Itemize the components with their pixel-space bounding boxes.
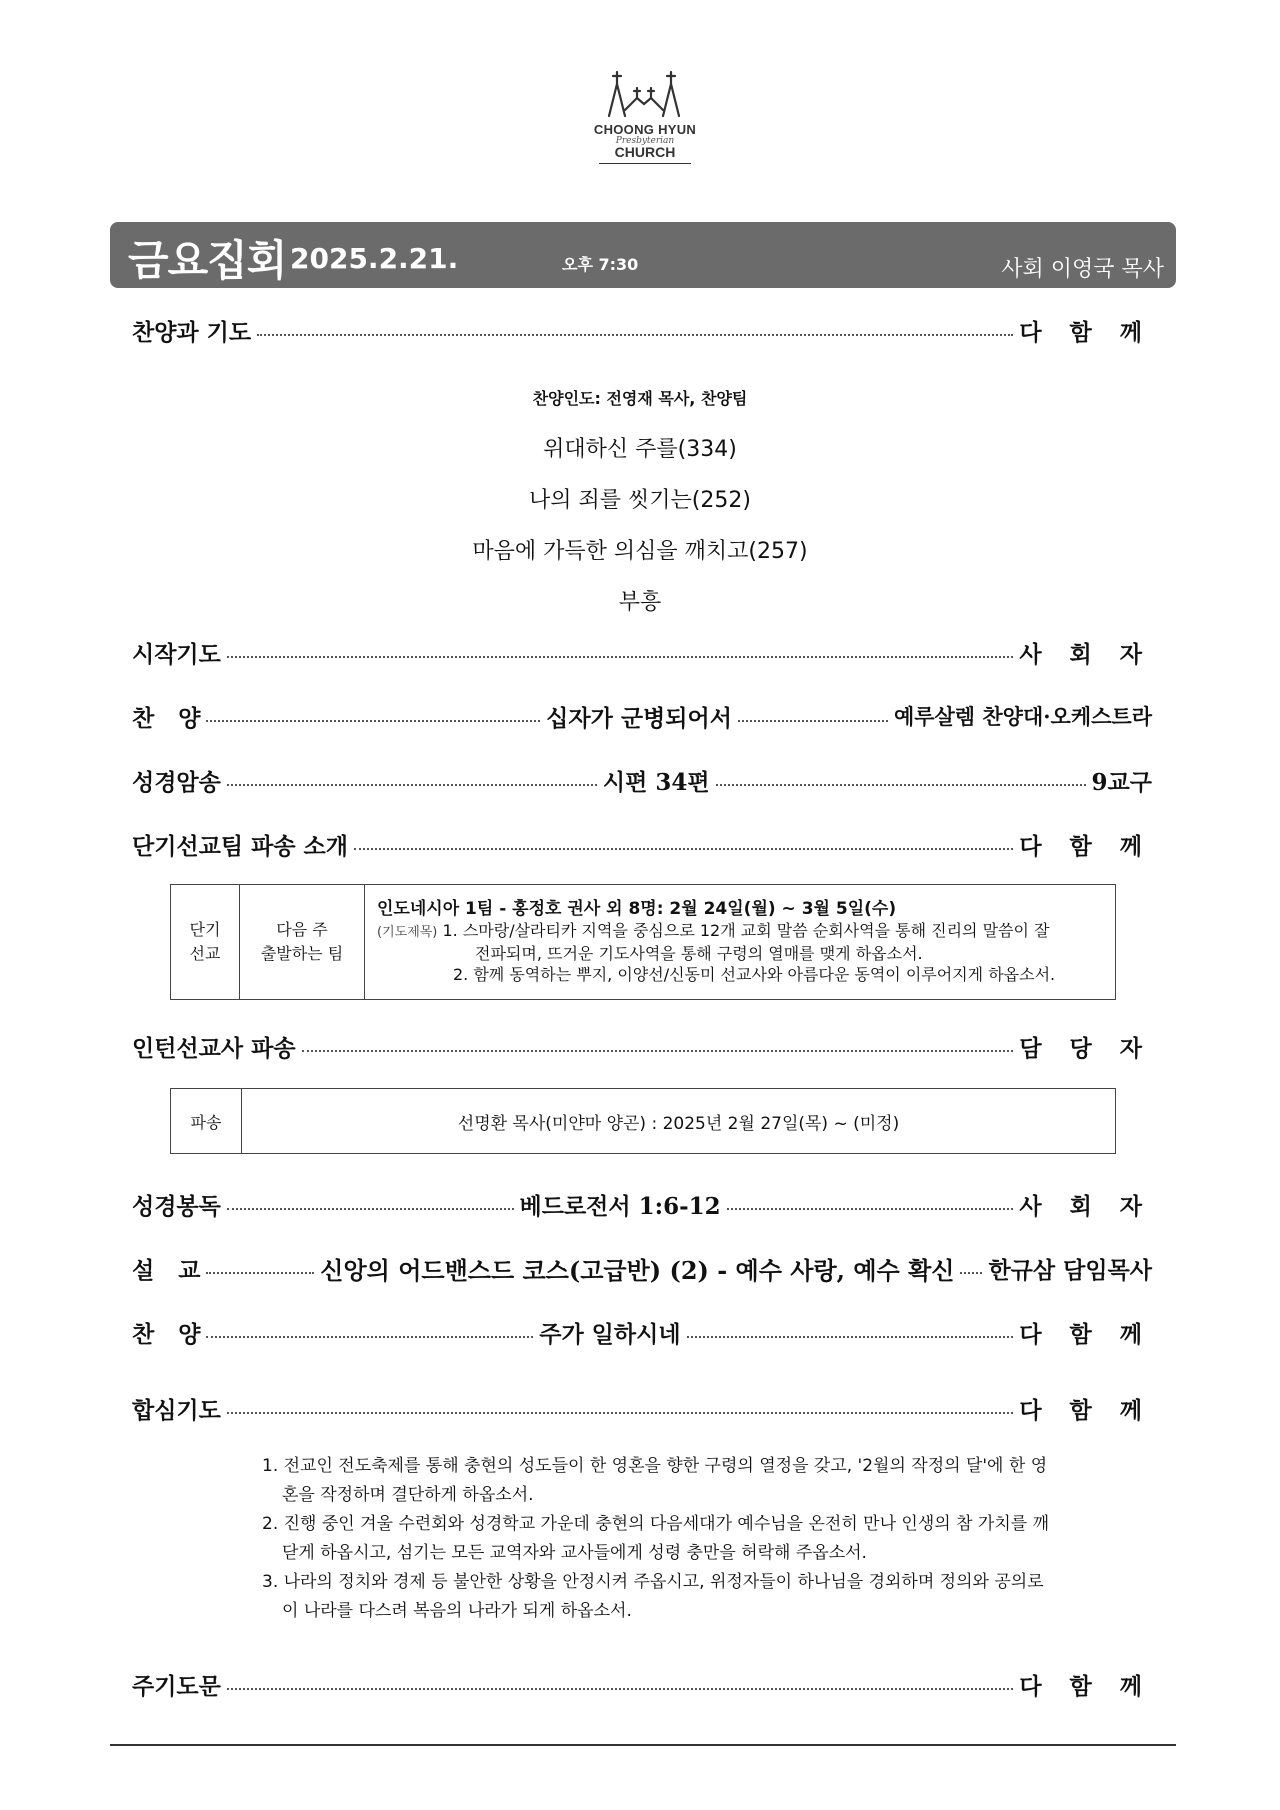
dot-leader (257, 334, 1013, 336)
logo-underline (599, 163, 691, 164)
order-item-right: 사 회 자 (1019, 640, 1152, 668)
dot-leader (302, 1050, 1014, 1052)
prayer-item: 1. 전교인 전도축제를 통해 충현의 성도들이 한 영혼을 향한 구령의 열정을 갖고, '2월의 작정의 달'에 한 영혼을 작정하며 결단하게 하옵소서. (262, 1456, 1048, 1505)
order-item-middle: 신앙의 어드밴스드 코스(고급반) (2) - 예수 사랑, 예수 확신 (320, 1255, 955, 1285)
mission-prayer-line: 2. 함께 동역하는 뿌지, 이양선/신동미 선교사와 아름다운 동역이 이루어지게 하옵소서. (453, 965, 1056, 984)
order-item-label: 찬 양 (132, 704, 201, 732)
order-item-right: 한규삼 담임목사 (988, 1256, 1152, 1284)
prayer-tag: (기도제목) (377, 925, 438, 940)
order-item-praise-prayer (132, 310, 1152, 350)
prayer-item: 3. 나라의 정치와 경제 등 불안한 상황을 안정시켜 주옵시고, 위정자들이 하나님을 경외하며 정의와 공의로 이 나라를 다스려 복음의 나라가 되게 하옵소서. (262, 1572, 1044, 1621)
mission-prayer-line: 1. 스마랑/살라티카 지역을 중심으로 12개 교회 말씀 순회사역을 통해 진리의 말씀이 잘 (437, 921, 1050, 940)
order-item-middle: 십자가 군병되어서 (546, 704, 732, 732)
order-item-right: 담 당 자 (1019, 1034, 1152, 1062)
order-item-right: 다 함 께 (1019, 1396, 1152, 1424)
order-item-intern (132, 1026, 1152, 1066)
order-item-lords-prayer (132, 1664, 1152, 1704)
order-item-label: 합심기도 (132, 1396, 221, 1424)
mission-team-line: 출발하는 팀 (260, 944, 344, 963)
order-item-label: 성경봉독 (132, 1192, 221, 1220)
order-item-label: 성경암송 (132, 768, 221, 796)
mission-prayer-line: 전파되며, 뜨거운 기도사역을 통해 구령의 열매를 맺게 하옵소서. (475, 944, 923, 963)
prayer-list (262, 1452, 1062, 1626)
dot-leader (227, 1208, 514, 1210)
dot-leader (227, 656, 1013, 658)
order-item-label: 인턴선교사 파송 (132, 1034, 296, 1062)
logo-church: CHURCH (614, 144, 676, 160)
worship-leader: 찬양인도: 전영재 목사, 찬양팀 (532, 389, 748, 408)
dot-leader (687, 1336, 1014, 1338)
logo-name: CHOONG HYUN (593, 122, 697, 137)
service-date: 2025.2.21. (290, 242, 459, 275)
mission-category (171, 885, 240, 1000)
dot-leader (227, 784, 597, 786)
church-spires-icon (605, 68, 685, 120)
song-item: 나의 죄를 씻기는(252) (529, 488, 751, 513)
order-item-label: 시작기도 (132, 640, 221, 668)
order-item-united-prayer (132, 1388, 1152, 1428)
service-leader: 사회 이영국 목사 (1001, 257, 1164, 282)
church-logo (590, 68, 700, 178)
order-item-label: 찬양과 기도 (132, 318, 252, 346)
order-item-middle: 시편 34편 (602, 768, 710, 796)
service-title: 금요집회 (128, 236, 287, 285)
order-item-right: 다 함 께 (1019, 1320, 1152, 1348)
dot-leader (206, 1336, 533, 1338)
mission-table (170, 884, 1116, 1000)
dot-leader (206, 720, 540, 722)
order-item-right: 예루살렘 찬양대·오케스트라 (893, 704, 1152, 729)
song-item: 위대하신 주를(334) (543, 437, 737, 462)
order-item-mission-intro (132, 824, 1152, 864)
order-item-scripture (132, 1184, 1152, 1224)
dot-leader (716, 784, 1086, 786)
order-item-opening-prayer (132, 632, 1152, 672)
order-item-right: 다 함 께 (1019, 832, 1152, 860)
order-item-label: 단기선교팀 파송 소개 (132, 832, 348, 860)
logo-denomination: Presbyterian (615, 136, 675, 146)
dot-leader (206, 1272, 314, 1274)
mission-category-line: 선교 (189, 944, 221, 963)
dot-leader (960, 1272, 982, 1274)
order-item-recitation (132, 760, 1152, 800)
order-item-closing-hymn (132, 1312, 1152, 1352)
order-item-middle: 주가 일하시네 (539, 1320, 681, 1348)
bottom-divider (110, 1744, 1176, 1746)
song-item: 마음에 가득한 의심을 깨치고(257) (472, 539, 808, 564)
service-banner (110, 222, 1176, 288)
intern-table (170, 1088, 1116, 1154)
service-time: 오후 7:30 (562, 255, 639, 274)
order-item-right: 9교구 (1091, 768, 1152, 796)
intern-text: 선명환 목사(미얀마 양곤) : 2025년 2월 27일(목) ~ (미정) (242, 1089, 1116, 1154)
intern-label: 파송 (171, 1089, 242, 1154)
dot-leader (227, 1688, 1013, 1690)
order-item-right: 다 함 께 (1019, 1672, 1152, 1700)
song-item: 부흥 (618, 590, 662, 615)
dot-leader (227, 1412, 1013, 1414)
mission-category-line: 단기 (189, 920, 221, 939)
dot-leader (354, 848, 1013, 850)
order-item-middle: 베드로전서 1:6-12 (519, 1192, 721, 1220)
mission-details (365, 885, 1116, 1000)
order-item-label: 찬 양 (132, 1320, 201, 1348)
order-item-hymn (132, 696, 1152, 736)
order-item-label: 주기도문 (132, 1672, 221, 1700)
prayer-item: 2. 진행 중인 겨울 수련회와 성경학교 가운데 충현의 다음세대가 예수님을 온전히 만나 인생의 참 가치를 깨닫게 하옵시고, 섬기는 모든 교역자와 교사들에게 성령 충만을 허락해 주옵소서. (262, 1514, 1049, 1563)
order-item-right: 사 회 자 (1019, 1192, 1153, 1220)
order-item-right: 다 함 께 (1019, 318, 1152, 346)
order-item-sermon (132, 1248, 1152, 1288)
dot-leader (738, 720, 888, 722)
mission-team-label (240, 885, 365, 1000)
mission-header: 인도네시아 1팀 - 홍정호 권사 외 8명: 2월 24일(월) ~ 3월 5일(수) (377, 899, 897, 919)
order-item-label: 설 교 (132, 1256, 201, 1284)
mission-team-line: 다음 주 (276, 920, 328, 939)
dot-leader (727, 1208, 1014, 1210)
